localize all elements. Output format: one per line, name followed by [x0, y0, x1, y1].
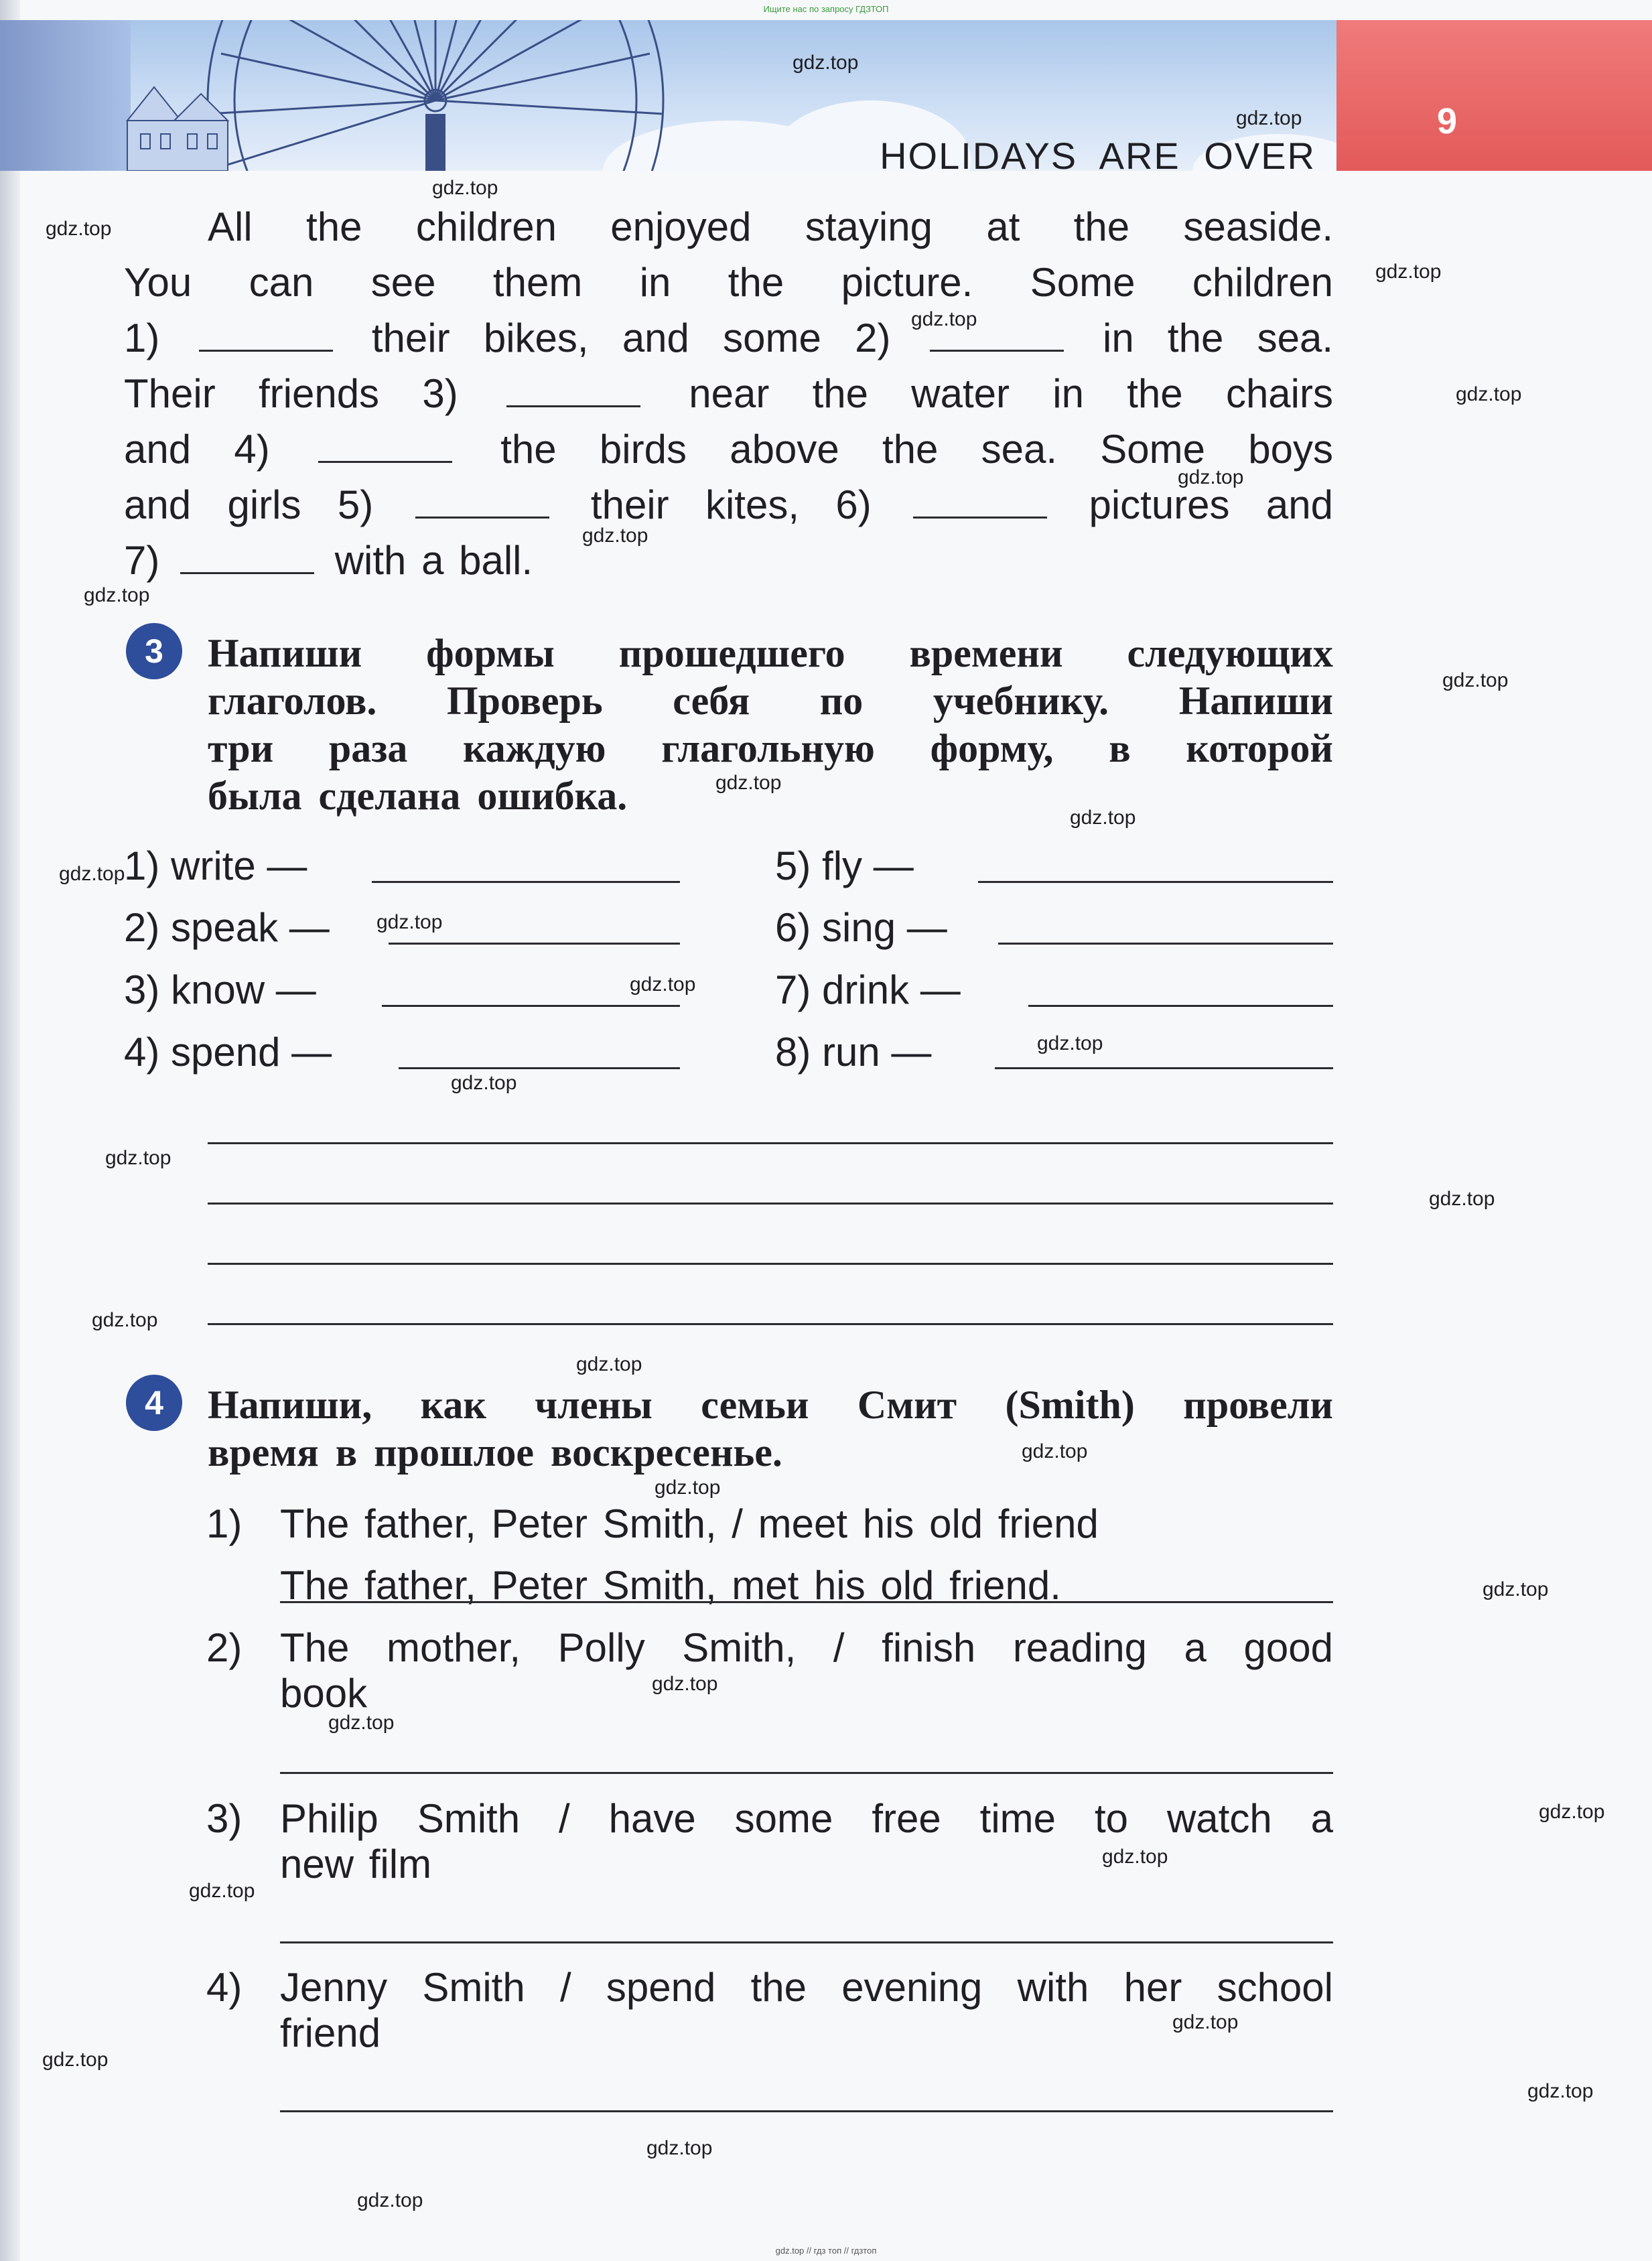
top-note: Ищите нас по запросу ГДЗТОП	[763, 4, 889, 14]
passage-text: near the water in the chairs	[689, 371, 1333, 416]
passage-line: You can see them in the picture. Some children	[124, 260, 1333, 305]
fill-blank[interactable]	[318, 434, 452, 463]
prompt-line: book	[280, 1671, 368, 1716]
ferris-wheel-icon	[121, 20, 724, 171]
item-prompt	[280, 1625, 1333, 1716]
watermark: gdz.top	[576, 1353, 642, 1375]
passage-line	[124, 421, 1333, 477]
watermark: gdz.top	[1456, 383, 1522, 405]
item-number: 1)	[206, 1501, 243, 1546]
writing-line[interactable]	[208, 1323, 1333, 1325]
verb-item: 7) drink —	[775, 967, 961, 1012]
watermark: gdz.top	[432, 177, 498, 199]
watermark: gdz.top	[1442, 669, 1509, 691]
passage-text: All the children enjoyed staying at the seaside.	[208, 204, 1333, 249]
item-number: 4)	[206, 1965, 243, 2010]
answer-line[interactable]	[372, 881, 680, 883]
instruction-line: Напиши, как члены семьи Смит (Smith) провели	[208, 1383, 1333, 1427]
verb-item: 5) fly —	[775, 843, 914, 888]
verb-item: 2) speak —	[124, 905, 330, 950]
fill-blank[interactable]	[180, 545, 314, 574]
passage-line	[124, 533, 1333, 588]
header-left-shade	[0, 20, 131, 171]
watermark: gdz.top	[92, 1309, 158, 1331]
item-prompt	[280, 1501, 1265, 1547]
answer-line[interactable]	[998, 943, 1333, 945]
watermark: gdz.top	[357, 2189, 423, 2211]
watermark: gdz.top	[189, 1880, 255, 1902]
passage-line	[124, 199, 1333, 255]
watermark: gdz.top	[1429, 1188, 1495, 1210]
fill-blank[interactable]	[199, 323, 333, 352]
answer-line[interactable]	[389, 943, 680, 945]
passage-line	[124, 366, 1333, 421]
watermark: gdz.top	[1178, 466, 1244, 488]
prompt-line: new film	[280, 1842, 432, 1887]
passage-text: their kites, 6)	[590, 482, 872, 527]
instruction-line: была сделана ошибка.	[208, 774, 628, 818]
passage-text: and girls 5)	[124, 482, 374, 527]
writing-line[interactable]	[208, 1142, 1333, 1144]
watermark: gdz.top	[42, 2049, 109, 2071]
passage-text: Their friends 3)	[124, 371, 458, 416]
answer-line[interactable]	[382, 1005, 680, 1007]
page-spine-shadow	[0, 0, 20, 2261]
watermark: gdz.top	[46, 218, 112, 240]
watermark: gdz.top	[1172, 2011, 1239, 2033]
prompt-line: friend	[280, 2010, 381, 2055]
prompt-line: The father, Peter Smith, / meet his old friend	[280, 1501, 1099, 1546]
watermark: gdz.top	[793, 52, 859, 74]
passage-line	[124, 310, 1333, 366]
page-number: 9	[1436, 101, 1458, 141]
passage-text: and 4)	[124, 427, 270, 472]
passage-text: 7)	[124, 538, 160, 583]
answer-line[interactable]	[280, 1772, 1333, 1774]
item-number: 3)	[206, 1796, 243, 1841]
watermark: gdz.top	[1102, 1846, 1168, 1868]
fill-blank[interactable]	[913, 490, 1047, 519]
watermark: gdz.top	[630, 973, 696, 996]
answer-line[interactable]	[280, 1601, 1333, 1603]
watermark: gdz.top	[582, 525, 648, 547]
watermark: gdz.top	[84, 584, 150, 606]
passage-text: pictures and	[1089, 482, 1334, 527]
passage-text: in the sea.	[1102, 316, 1333, 360]
watermark: gdz.top	[59, 863, 125, 885]
watermark: gdz.top	[1070, 807, 1136, 829]
item-answer: The father, Peter Smith, met his old friend.	[280, 1563, 1061, 1608]
passage-text: their bikes, and some 2)	[371, 316, 891, 360]
watermark: gdz.top	[1037, 1032, 1103, 1054]
watermark: gdz.top	[911, 308, 977, 330]
watermark: gdz.top	[1375, 261, 1442, 283]
writing-line[interactable]	[208, 1263, 1333, 1265]
task-number-badge: 4	[126, 1375, 182, 1431]
item-prompt	[280, 1796, 1333, 1887]
instruction-line: Напиши формы прошедшего времени следующих	[208, 631, 1333, 675]
instruction-line: три раза каждую глагольную форму, в которой	[208, 726, 1333, 770]
task-number-badge: 3	[126, 623, 182, 679]
verb-item: 6) sing —	[775, 905, 947, 950]
fill-blank[interactable]	[415, 490, 549, 519]
watermark: gdz.top	[715, 772, 782, 794]
answer-line[interactable]	[399, 1067, 680, 1069]
passage-text: 1)	[124, 316, 160, 360]
bottom-note: gdz.top // гдз топ // гдзтоп	[775, 2246, 877, 2256]
answer-line[interactable]	[995, 1067, 1333, 1069]
watermark: gdz.top	[655, 1477, 721, 1499]
passage-text: the birds above the sea. Some boys	[500, 427, 1334, 472]
writing-line[interactable]	[208, 1203, 1333, 1205]
prompt-line: Jenny Smith / spend the evening with her school	[280, 1965, 1333, 2010]
instruction-line: время в прошлое воскресенье.	[208, 1430, 782, 1475]
watermark: gdz.top	[1022, 1440, 1088, 1462]
watermark: gdz.top	[328, 1712, 395, 1734]
watermark: gdz.top	[652, 1673, 718, 1695]
watermark: gdz.top	[105, 1147, 171, 1169]
verb-item: 8) run —	[775, 1030, 932, 1075]
prompt-line: Philip Smith / have some free time to watch a	[280, 1796, 1333, 1841]
passage-line	[124, 477, 1333, 533]
answer-line[interactable]	[280, 1941, 1333, 1943]
unit-title: HOLIDAYS ARE OVER	[880, 135, 1316, 177]
watermark: gdz.top	[1236, 107, 1302, 129]
item-number: 2)	[206, 1625, 243, 1670]
answer-line[interactable]	[978, 881, 1333, 883]
item-prompt	[280, 1965, 1333, 2056]
fill-blank[interactable]	[506, 379, 640, 407]
watermark: gdz.top	[1483, 1578, 1549, 1600]
prompt-line: The mother, Polly Smith, / finish reading a good	[280, 1625, 1333, 1670]
watermark: gdz.top	[451, 1072, 517, 1094]
verb-item: 4) spend —	[124, 1030, 332, 1075]
watermark: gdz.top	[646, 2137, 713, 2159]
task4-instructions	[208, 1381, 1333, 1477]
instruction-line: глаголов. Проверь себя по учебнику. Напиши	[208, 679, 1333, 723]
watermark: gdz.top	[376, 911, 443, 933]
page-tab	[1336, 20, 1652, 171]
verb-item: 1) write —	[124, 843, 307, 888]
answer-line[interactable]	[280, 2110, 1333, 2112]
watermark: gdz.top	[1539, 1801, 1605, 1823]
answer-line[interactable]	[1028, 1005, 1333, 1007]
passage-text: with a ball.	[334, 538, 533, 583]
verb-item: 3) know —	[124, 967, 316, 1012]
watermark: gdz.top	[1527, 2080, 1594, 2102]
